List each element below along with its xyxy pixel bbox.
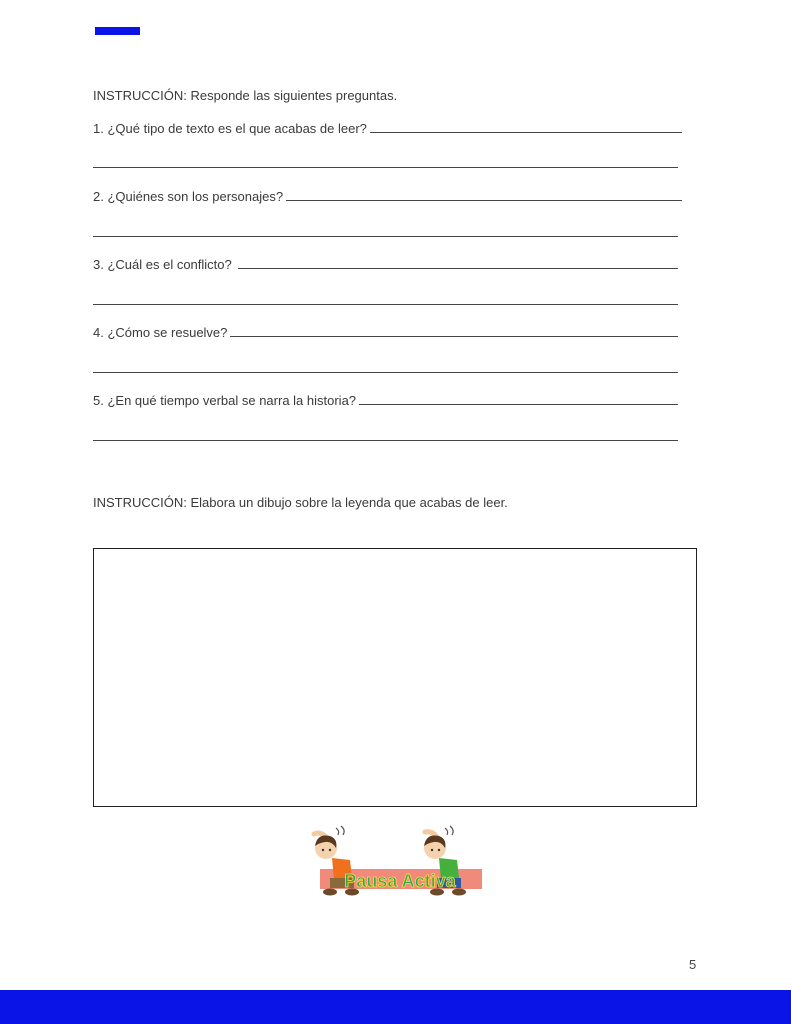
question-2-label: 2. ¿Quiénes son los personajes? xyxy=(93,189,284,204)
footer-accent-bar xyxy=(0,990,791,1024)
question-5-answer-line-2[interactable] xyxy=(93,440,678,441)
question-2 xyxy=(93,189,682,204)
question-1-answer-line-2[interactable] xyxy=(93,167,678,168)
question-2-answer-line[interactable] xyxy=(286,199,682,201)
question-4 xyxy=(93,325,678,340)
drawing-instruction: INSTRUCCIÓN: Elabora un dibujo sobre la leyenda que acabas de leer. xyxy=(93,495,508,510)
question-4-answer-line-2[interactable] xyxy=(93,372,678,373)
question-5 xyxy=(93,393,678,408)
question-3 xyxy=(93,257,678,272)
question-3-answer-line[interactable] xyxy=(238,267,678,269)
question-2-answer-line-2[interactable] xyxy=(93,236,678,237)
question-1-answer-line[interactable] xyxy=(370,131,682,133)
question-4-label: 4. ¿Cómo se resuelve? xyxy=(93,325,228,340)
question-1 xyxy=(93,121,682,136)
question-5-label: 5. ¿En qué tiempo verbal se narra la historia? xyxy=(93,393,357,408)
question-3-label: 3. ¿Cuál es el conflicto? xyxy=(93,257,232,272)
question-3-answer-line-2[interactable] xyxy=(93,304,678,305)
question-5-answer-line[interactable] xyxy=(359,403,678,405)
page-number: 5 xyxy=(689,957,697,972)
header-accent-bar xyxy=(95,27,140,35)
question-4-answer-line[interactable] xyxy=(230,335,678,337)
question-1-label: 1. ¿Qué tipo de texto es el que acabas de leer? xyxy=(93,121,367,136)
pausa-activa-banner xyxy=(308,824,488,900)
drawing-area[interactable] xyxy=(93,548,697,807)
questions-instruction: INSTRUCCIÓN: Responde las siguientes preguntas. xyxy=(93,88,398,103)
pausa-activa-text: Pausa Activa xyxy=(344,871,456,891)
